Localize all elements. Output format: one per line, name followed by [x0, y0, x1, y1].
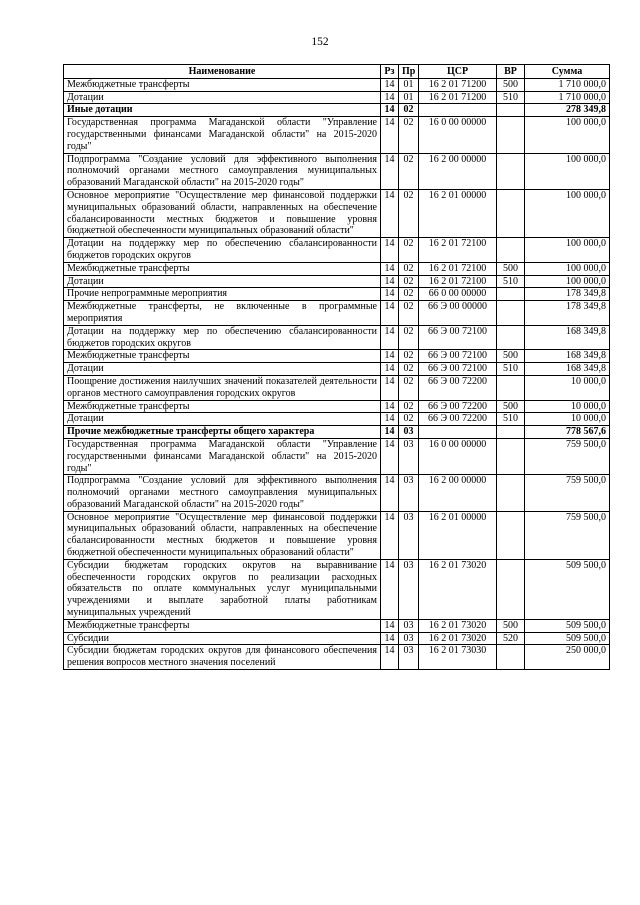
cell-rz: 14: [381, 117, 399, 153]
cell-sum: 178 349,8: [525, 301, 610, 326]
cell-rz: 14: [381, 301, 399, 326]
cell-name: Государственная программа Магаданской области "Управление государственными финансами Магаданской области" на 2015-2020 годы": [64, 438, 381, 474]
cell-pr: 02: [399, 325, 419, 350]
cell-name: Межбюджетные трансферты: [64, 262, 381, 275]
cell-rz: 14: [381, 104, 399, 117]
table-row: [64, 350, 610, 363]
cell-rz: 14: [381, 375, 399, 400]
cell-csr: 16 0 00 00000: [419, 438, 497, 474]
cell-sum: 759 500,0: [525, 475, 610, 511]
table-row: [64, 645, 610, 670]
cell-rz: 14: [381, 413, 399, 426]
cell-pr: 02: [399, 275, 419, 288]
table-row: [64, 104, 610, 117]
cell-name: Межбюджетные трансферты: [64, 78, 381, 91]
cell-pr: 02: [399, 350, 419, 363]
cell-pr: 03: [399, 426, 419, 439]
cell-csr: [419, 426, 497, 439]
cell-vr: [497, 117, 525, 153]
cell-vr: [497, 511, 525, 559]
cell-rz: 14: [381, 475, 399, 511]
cell-vr: 510: [497, 363, 525, 376]
cell-sum: 100 000,0: [525, 238, 610, 263]
cell-rz: 14: [381, 632, 399, 645]
page-number: 152: [311, 36, 329, 48]
cell-sum: 168 349,8: [525, 350, 610, 363]
table-header-row: [64, 65, 610, 79]
cell-sum: 759 500,0: [525, 511, 610, 559]
cell-sum: 10 000,0: [525, 400, 610, 413]
table-row: [64, 375, 610, 400]
table-row: [64, 238, 610, 263]
cell-sum: 168 349,8: [525, 363, 610, 376]
cell-name: Межбюджетные трансферты, не включенные в программные мероприятия: [64, 301, 381, 326]
cell-name: Иные дотации: [64, 104, 381, 117]
cell-rz: 14: [381, 262, 399, 275]
cell-name: Дотации: [64, 275, 381, 288]
cell-vr: 500: [497, 400, 525, 413]
header-name: Наименование: [64, 65, 381, 79]
cell-name: Субсидии бюджетам городских округов на выравнивание обеспеченности городских округов по реализации расходных обязательств по оплате коммунальных услуг муниципальными учреждениями и выплате заработной платы работникам муниципальных учреждений: [64, 559, 381, 619]
cell-rz: 14: [381, 153, 399, 189]
cell-name: Прочие непрограммные мероприятия: [64, 288, 381, 301]
cell-pr: 03: [399, 511, 419, 559]
cell-rz: 14: [381, 91, 399, 104]
cell-rz: 14: [381, 438, 399, 474]
cell-vr: [497, 375, 525, 400]
cell-csr: 66 Э 00 72100: [419, 350, 497, 363]
cell-sum: 759 500,0: [525, 438, 610, 474]
cell-vr: [497, 426, 525, 439]
cell-vr: [497, 288, 525, 301]
table-body: [64, 78, 610, 669]
cell-vr: 500: [497, 619, 525, 632]
cell-csr: 16 2 01 73020: [419, 632, 497, 645]
cell-pr: 03: [399, 645, 419, 670]
cell-csr: 66 Э 00 72200: [419, 413, 497, 426]
cell-pr: 03: [399, 632, 419, 645]
cell-vr: [497, 475, 525, 511]
header-csr: ЦСР: [419, 65, 497, 79]
cell-pr: 01: [399, 78, 419, 91]
cell-csr: 16 2 01 72100: [419, 238, 497, 263]
cell-name: Дотации: [64, 413, 381, 426]
cell-vr: 510: [497, 91, 525, 104]
table-row: [64, 363, 610, 376]
cell-csr: 16 2 00 00000: [419, 475, 497, 511]
table-row: [64, 426, 610, 439]
cell-sum: 250 000,0: [525, 645, 610, 670]
cell-vr: [497, 189, 525, 237]
cell-rz: 14: [381, 275, 399, 288]
cell-csr: 66 Э 00 72100: [419, 363, 497, 376]
cell-sum: 100 000,0: [525, 262, 610, 275]
cell-pr: 02: [399, 153, 419, 189]
header-pr: Пр: [399, 65, 419, 79]
cell-vr: 500: [497, 350, 525, 363]
cell-vr: 510: [497, 413, 525, 426]
cell-pr: 03: [399, 559, 419, 619]
cell-rz: 14: [381, 189, 399, 237]
cell-sum: 100 000,0: [525, 275, 610, 288]
cell-sum: 100 000,0: [525, 153, 610, 189]
cell-name: Дотации на поддержку мер по обеспечению сбалансированности бюджетов городских округов: [64, 238, 381, 263]
cell-pr: 02: [399, 189, 419, 237]
cell-csr: 16 2 01 00000: [419, 511, 497, 559]
cell-csr: 16 2 01 73020: [419, 559, 497, 619]
cell-rz: 14: [381, 288, 399, 301]
header-sum: Сумма: [525, 65, 610, 79]
cell-sum: 1 710 000,0: [525, 78, 610, 91]
cell-sum: 168 349,8: [525, 325, 610, 350]
cell-vr: [497, 645, 525, 670]
cell-sum: 509 500,0: [525, 632, 610, 645]
cell-name: Межбюджетные трансферты: [64, 619, 381, 632]
cell-pr: 02: [399, 104, 419, 117]
cell-csr: [419, 104, 497, 117]
cell-name: Основное мероприятие "Осуществление мер финансовой поддержки муниципальных образований области, направленных на обеспечение сбалансированности местных бюджетов и повышение уровня бюджетной обеспеченности муниципальных образований области": [64, 189, 381, 237]
table-row: [64, 301, 610, 326]
cell-pr: 02: [399, 413, 419, 426]
cell-vr: [497, 104, 525, 117]
cell-pr: 02: [399, 363, 419, 376]
cell-sum: 10 000,0: [525, 413, 610, 426]
cell-sum: 10 000,0: [525, 375, 610, 400]
cell-rz: 14: [381, 238, 399, 263]
table-row: [64, 400, 610, 413]
cell-pr: 02: [399, 301, 419, 326]
cell-name: Дотации на поддержку мер по обеспечению сбалансированности бюджетов городских округов: [64, 325, 381, 350]
cell-name: Субсидии бюджетам городских округов для финансового обеспечения решения вопросов местного значения поселений: [64, 645, 381, 670]
cell-sum: 278 349,8: [525, 104, 610, 117]
cell-name: Подпрограмма "Создание условий для эффективного выполнения полномочий органами местного самоуправления муниципальных образований Магаданской области" на 2015-2020 годы": [64, 153, 381, 189]
cell-name: Основное мероприятие "Осуществление мер финансовой поддержки муниципальных образований области, направленных на обеспечение сбалансированности местных бюджетов и повышение уровня бюджетной обеспеченности муниципальных образований области": [64, 511, 381, 559]
cell-csr: 16 2 01 73030: [419, 645, 497, 670]
cell-vr: 510: [497, 275, 525, 288]
cell-csr: 66 Э 00 00000: [419, 301, 497, 326]
cell-vr: [497, 325, 525, 350]
cell-pr: 02: [399, 400, 419, 413]
cell-name: Поощрение достижения наилучших значений показателей деятельности органов местного самоуправления городских округов: [64, 375, 381, 400]
cell-csr: 16 2 01 73020: [419, 619, 497, 632]
table-row: [64, 559, 610, 619]
cell-pr: 02: [399, 375, 419, 400]
cell-sum: 100 000,0: [525, 189, 610, 237]
cell-name: Субсидии: [64, 632, 381, 645]
table-row: [64, 619, 610, 632]
table-row: [64, 153, 610, 189]
cell-vr: 520: [497, 632, 525, 645]
cell-csr: 16 2 00 00000: [419, 153, 497, 189]
cell-rz: 14: [381, 363, 399, 376]
cell-rz: 14: [381, 511, 399, 559]
cell-sum: 778 567,6: [525, 426, 610, 439]
cell-csr: 66 0 00 00000: [419, 288, 497, 301]
cell-csr: 16 0 00 00000: [419, 117, 497, 153]
cell-name: Межбюджетные трансферты: [64, 350, 381, 363]
table-row: [64, 438, 610, 474]
cell-sum: 178 349,8: [525, 288, 610, 301]
table-row: [64, 288, 610, 301]
cell-pr: 03: [399, 475, 419, 511]
cell-csr: 66 Э 00 72100: [419, 325, 497, 350]
cell-csr: 16 2 01 71200: [419, 78, 497, 91]
cell-vr: [497, 238, 525, 263]
header-rz: Рз: [381, 65, 399, 79]
table-row: [64, 91, 610, 104]
cell-csr: 16 2 01 71200: [419, 91, 497, 104]
cell-name: Прочие межбюджетные трансферты общего характера: [64, 426, 381, 439]
cell-rz: 14: [381, 350, 399, 363]
cell-pr: 03: [399, 438, 419, 474]
cell-name: Межбюджетные трансферты: [64, 400, 381, 413]
cell-pr: 02: [399, 117, 419, 153]
cell-pr: 02: [399, 238, 419, 263]
budget-table: [63, 64, 610, 670]
cell-rz: 14: [381, 559, 399, 619]
cell-sum: 100 000,0: [525, 117, 610, 153]
cell-name: Государственная программа Магаданской области "Управление государственными финансами Магаданской области" на 2015-2020 годы": [64, 117, 381, 153]
cell-csr: 66 Э 00 72200: [419, 375, 497, 400]
cell-csr: 16 2 01 72100: [419, 262, 497, 275]
cell-vr: [497, 153, 525, 189]
table-row: [64, 511, 610, 559]
cell-sum: 1 710 000,0: [525, 91, 610, 104]
cell-vr: [497, 438, 525, 474]
cell-csr: 66 Э 00 72200: [419, 400, 497, 413]
table-row: [64, 117, 610, 153]
cell-name: Дотации: [64, 363, 381, 376]
table-row: [64, 189, 610, 237]
table-row: [64, 262, 610, 275]
cell-rz: 14: [381, 645, 399, 670]
cell-csr: 16 2 01 00000: [419, 189, 497, 237]
cell-vr: 500: [497, 262, 525, 275]
cell-name: Подпрограмма "Создание условий для эффективного выполнения полномочий органами местного самоуправления муниципальных образований Магаданской области" на 2015-2020 годы": [64, 475, 381, 511]
cell-vr: [497, 301, 525, 326]
cell-rz: 14: [381, 400, 399, 413]
cell-sum: 509 500,0: [525, 619, 610, 632]
cell-vr: 500: [497, 78, 525, 91]
table-row: [64, 413, 610, 426]
table-row: [64, 325, 610, 350]
cell-rz: 14: [381, 426, 399, 439]
cell-sum: 509 500,0: [525, 559, 610, 619]
cell-csr: 16 2 01 72100: [419, 275, 497, 288]
cell-vr: [497, 559, 525, 619]
cell-pr: 02: [399, 288, 419, 301]
cell-rz: 14: [381, 619, 399, 632]
cell-rz: 14: [381, 78, 399, 91]
header-vr: ВР: [497, 65, 525, 79]
cell-pr: 01: [399, 91, 419, 104]
cell-pr: 02: [399, 262, 419, 275]
cell-pr: 03: [399, 619, 419, 632]
cell-rz: 14: [381, 325, 399, 350]
table-row: [64, 78, 610, 91]
cell-name: Дотации: [64, 91, 381, 104]
table-row: [64, 632, 610, 645]
table-row: [64, 475, 610, 511]
table-row: [64, 275, 610, 288]
